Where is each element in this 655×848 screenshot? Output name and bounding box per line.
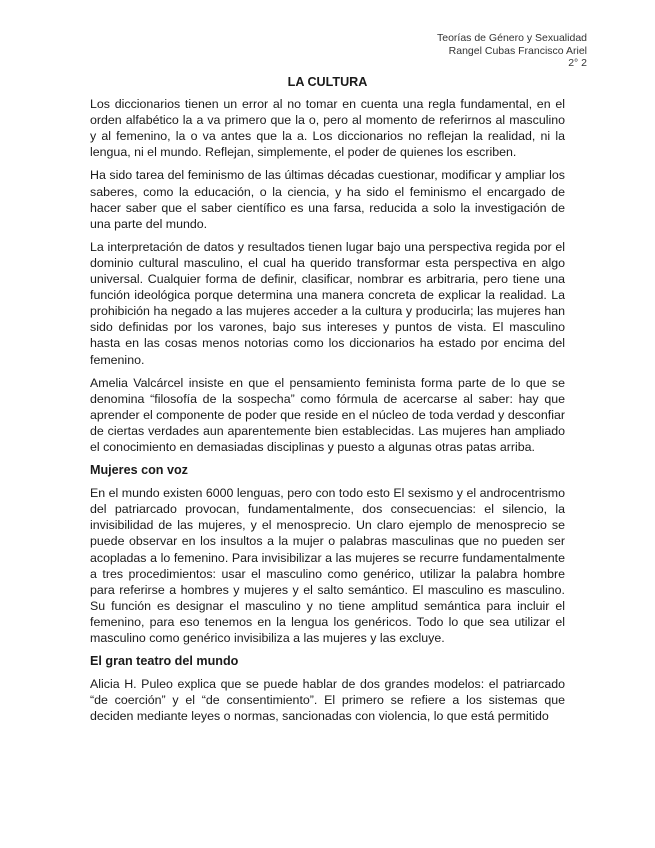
paragraph: Los diccionarios tienen un error al no tomar en cuenta una regla fundamental, en el orden alfabético la a va primero que la o, pero al momento de referirnos al masculino y al femenino, la o va antes que la a. Los diccionarios no reflejan la realidad, ni la lengua, ni el mundo. Reflejan, simplemente, el poder de quienes los escriben. [90,97,565,160]
document-title: LA CULTURA [287,75,368,89]
group-label: 2° 2 [568,57,587,69]
paragraph: La interpretación de datos y resultados tienen lugar bajo una perspectiva regida por el dominio cultural masculino, el cual ha querido transformar esta perspectiva en algo universal. Cualquier forma de definir, clasificar, nombrar es arbitraria, pero tiene una función ideológica porque determina una manera concreta de explicar la realidad. La prohibición ha negado a las mujeres acceder a la cultura y producirla; las mujeres han sido definidas por los varones, bajo sus intereses y puntos de vista. El masculino hasta en las cosas menos notorias como los diccionarios ha estado por encima del femenino. [90,239,565,367]
document-body [90,74,565,731]
page-header [437,32,587,70]
paragraph: En el mundo existen 6000 lenguas, pero con todo esto El sexismo y el androcentrismo del patriarcado provocan, fundamentalmente, dos consecuencias: el silencio, la invisibilidad de las mujeres, y el menosprecio. Un claro ejemplo de menosprecio se puede observar en los insultos a la mujer o palabras masculinas que no pueden ser acopladas a lo femenino. Para invisibilizar a las mujeres se recurre fundamentalmente a tres procedimientos: usar el masculino como genérico, utilizar la palabra hombre para referirse a hombres y mujeres y el salto semántico. El masculino es masculino. Su función es designar el masculino y no tiene amplitud semántica para incluir el femenino, para eso tenemos en la lengua los genéricos. Todo lo que sea utilizar el masculino como genérico invisibiliza a las mujeres y las excluye. [90,486,565,645]
paragraph: Amelia Valcárcel insiste en que el pensamiento feminista forma parte de lo que se denomina “filosofía de la sospecha” como fórmula de acercarse al saber: hay que aprender el componente de poder que reside en el núcleo de toda verdad y desconfiar de ciertas verdades aun aparentemente bien establecidas. Las mujeres han ampliado el conocimiento en demasiadas disciplinas y puesto a algunas otras patas arriba. [90,375,565,454]
paragraph: Ha sido tarea del feminismo de las últimas décadas cuestionar, modificar y ampliar los saberes, como la educación, o la ciencia, y ha sido el feminismo el encargado de hacer saber que el saber científico es una farsa, reducida a solo la investigación de una parte del mundo. [90,168,565,231]
section-heading-mujeres-con-voz: Mujeres con voz [90,463,188,478]
course-name: Teorías de Género y Sexualidad [436,32,587,44]
author-name: Rangel Cubas Francisco Ariel [448,44,587,57]
paragraph: Alicia H. Puleo explica que se puede hablar de dos grandes modelos: el patriarcado “de coerción” y el “de consentimiento”. El primero se refiere a los sistemas que deciden mediante leyes o normas, sancionadas con violencia, lo que está permitido [90,677,565,724]
section-heading-gran-teatro: El gran teatro del mundo [90,654,239,669]
